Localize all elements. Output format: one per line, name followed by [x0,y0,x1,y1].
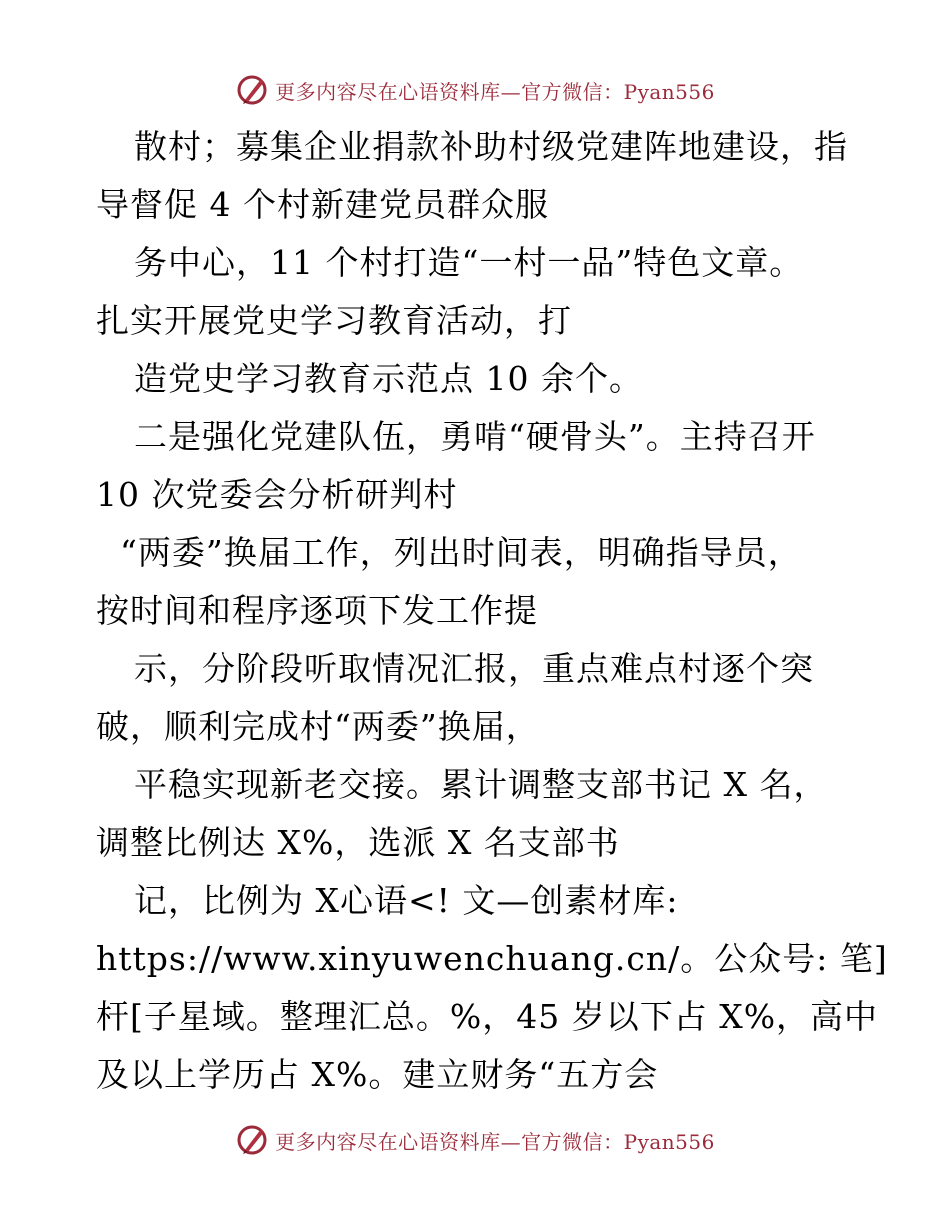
footer-watermark [0,1120,950,1160]
text-line: 按时间和程序逐项下发工作提 [96,591,538,630]
watermark-text: 更多内容尽在心语资料库—官方微信：Pyan556 [275,79,715,104]
pen-logo-icon [235,1123,269,1157]
text-line: 记，比例为 X心语<! 文—创素材库: [134,881,679,920]
text-line: 示，分阶段听取情况汇报，重点难点村逐个突 [134,649,814,688]
text-line: https://www.xinyuwenchuang.cn/。公众号: 笔] [96,939,888,978]
text-line: 10 次党委会分析研判村 [96,475,458,514]
text-line: 平稳实现新老交接。累计调整支部书记 X 名， [134,765,828,804]
watermark-text: 更多内容尽在心语资料库—官方微信：Pyan556 [275,1129,715,1154]
text-line: “两委”换届工作，列出时间表，明确指导员， [120,533,802,572]
text-line: 造党史学习教育示范点 10 余个。 [134,359,643,398]
text-line: 扎实开展党史学习教育活动，打 [96,301,572,340]
text-line: 调整比例达 X%，选派 X 名支部书 [96,823,620,862]
text-line: 杆[子星域。整理汇总。%，45 岁以下占 X%，高中 [96,997,879,1036]
text-line: 务中心，11 个村打造“一村一品”特色文章。 [134,243,804,282]
document-body [0,118,950,1104]
text-line: 散村；募集企业捐款补助村级党建阵地建设，指 [134,127,848,166]
text-line: 导督促 4 个村新建党员群众服 [96,185,549,224]
header-watermark [0,70,950,110]
text-line: 二是强化党建队伍，勇啃“硬骨头”。主持召开 [134,417,816,456]
text-line: 破，顺利完成村“两委”换届， [96,707,540,746]
pen-logo-icon [235,73,269,107]
text-line: 及以上学历占 X%。建立财务“五方会 [96,1055,659,1094]
